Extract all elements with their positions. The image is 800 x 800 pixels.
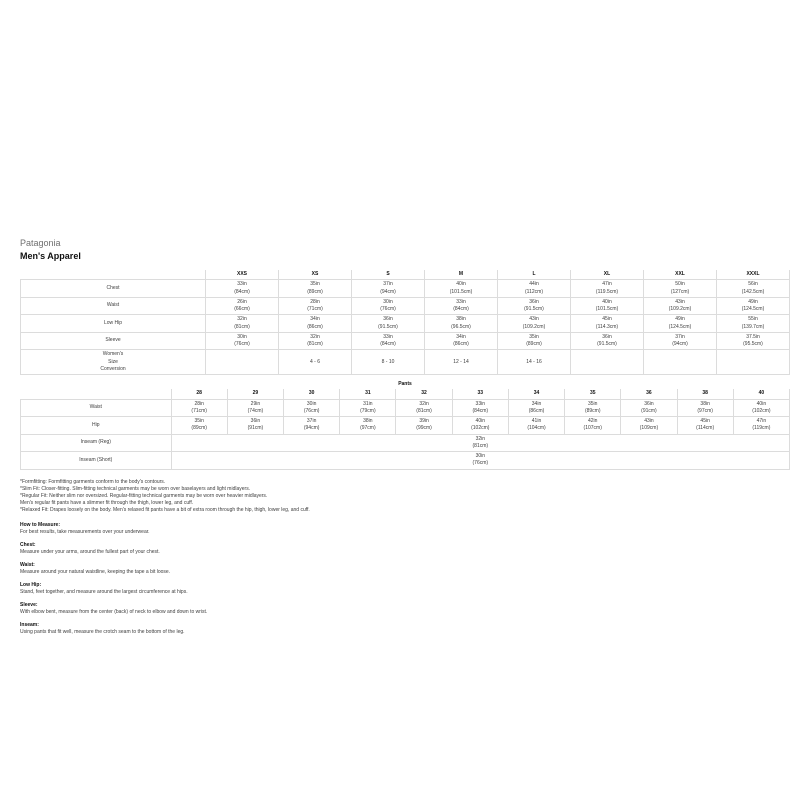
measurement-cell [677, 417, 733, 435]
size-column-header: XXL [644, 270, 717, 280]
measurement-cell [571, 332, 644, 350]
row-label-line: Waist [89, 404, 102, 411]
measurement-value: 37in [675, 333, 685, 340]
measurement-value: (109.2cm) [522, 323, 546, 330]
measurement-value: 40in [756, 400, 767, 407]
measurement-value: (89cm) [584, 407, 601, 414]
measurement-cell [206, 280, 279, 298]
measurement-cell [565, 417, 621, 435]
measurement-cell [279, 297, 352, 315]
measurement-cell [206, 350, 279, 375]
measurement-value: (101.5cm) [595, 306, 619, 312]
measure-section [20, 602, 790, 616]
size-column-header: S [352, 270, 425, 280]
measurement-value: 33in [475, 400, 485, 407]
measurement-value: (99cm) [416, 425, 432, 432]
fit-note: *Regular Fit: Neither slim nor oversized. Regular-fitting technical garments may be worn over heavier midlayers. [20, 492, 268, 499]
measurement-cell [279, 280, 352, 298]
measurement-value: (71cm) [191, 407, 207, 414]
row-label: Inseam (Short) [21, 452, 172, 470]
measurement-cell [717, 332, 790, 350]
measurement-cell [644, 280, 717, 298]
row-label-line: Hip [92, 421, 100, 428]
measurement-value: 33in [383, 333, 393, 340]
measurement-value: 34in [456, 333, 466, 340]
measure-section-text: Stand, feet together, and measure around the largest circumference at hips. [20, 588, 188, 595]
measurement-value: 47in [602, 281, 612, 288]
header-corner-cell [21, 389, 172, 399]
measure-sections [20, 542, 790, 636]
measurement-value: 43in [529, 316, 539, 323]
measurement-value: (96.5cm) [451, 323, 471, 330]
measurement-value: 40in [602, 298, 612, 305]
row-label [21, 315, 206, 333]
measurement-cell [227, 417, 283, 435]
measurement-cell [352, 280, 425, 298]
fit-note: Men's regular fit pants have a slimmer fit through the thigh, lower leg, and cuff. [20, 499, 194, 506]
measurement-value: (112cm) [525, 288, 543, 295]
measurement-value: (81cm) [234, 323, 250, 330]
table-row [21, 434, 790, 452]
measurement-value: (102cm) [471, 425, 490, 432]
fit-note: *Slim Fit: Closer-fitting. Slim-fitting technical garments may be worn over baselayers and light midlayers. [20, 485, 251, 492]
measurement-cell [508, 399, 564, 417]
measurement-value: 49in [675, 316, 685, 323]
measurement-cell [452, 399, 508, 417]
fit-note: *Formfitting: Formfitting garments conform to the body's contours. [20, 478, 166, 485]
measurement-value: 28in [310, 298, 320, 305]
measurement-cell [565, 399, 621, 417]
measurement-value: 12 - 14 [453, 358, 469, 365]
measurement-value: 43in [644, 418, 654, 424]
measurement-cell [279, 350, 352, 375]
measure-section-text: With elbow bent, measure from the center (back) of neck to elbow and down to wrist. [20, 608, 208, 615]
measurement-value: (86cm) [528, 407, 545, 414]
measurement-value: (109cm) [639, 425, 659, 432]
measurement-value: (89cm) [191, 425, 207, 432]
measurement-cell [340, 417, 396, 435]
size-guide-document [20, 238, 790, 636]
measurement-cell [352, 315, 425, 333]
measurement-cell [621, 399, 677, 417]
measure-section-label: Waist: [20, 561, 35, 568]
measurement-cell [498, 280, 571, 298]
measurement-cell [498, 315, 571, 333]
measurement-value: 47in [756, 418, 767, 424]
measure-section-text: Using pants that fit well, measure the crotch seam to the bottom of the leg. [20, 628, 185, 635]
table-row [21, 280, 790, 298]
row-label-line: Chest [106, 284, 120, 291]
measurement-value: (119cm) [752, 425, 771, 432]
measurement-value: 37.5in [746, 333, 760, 340]
brand: Patagonia [20, 238, 61, 248]
size-column-header: 28 [171, 389, 227, 399]
measurement-cell [284, 399, 340, 417]
measurement-cell [717, 297, 790, 315]
measurement-cell [452, 417, 508, 435]
measurement-value: (124.5cm) [668, 323, 692, 330]
table-row [21, 417, 790, 435]
measurement-value: 35in [529, 333, 539, 340]
apparel-size-table [20, 270, 790, 375]
table-row [21, 332, 790, 350]
measurement-value: (91.5cm) [597, 341, 617, 347]
measurement-value: (79cm) [360, 407, 376, 414]
measurement-value: 33in [456, 298, 466, 305]
row-label-line: Waist [106, 302, 120, 309]
measurement-value: 41in [531, 418, 542, 424]
measurement-value: 38in [456, 316, 466, 323]
measurement-cell [279, 332, 352, 350]
measurement-value: 35in [194, 418, 204, 424]
measurement-value: (104cm) [527, 425, 546, 432]
measurement-cell [352, 297, 425, 315]
row-label-line: Low Hip [103, 319, 123, 326]
measure-intro: For best results, take measurements over your underwear. [20, 528, 150, 535]
measurement-value: (94cm) [303, 425, 320, 432]
measurement-value: (89cm) [307, 288, 323, 295]
measurement-value: (114cm) [696, 425, 715, 432]
measure-section-label: Low Hip: [20, 581, 42, 588]
size-column-header: 31 [340, 389, 396, 399]
measurement-cell [621, 417, 677, 435]
measure-section [20, 622, 790, 636]
measurement-value: 40in [456, 281, 466, 288]
size-column-header: 36 [621, 389, 677, 399]
measurement-cell [498, 332, 571, 350]
measurement-value: 45in [700, 418, 710, 424]
measurement-value: (95.5cm) [743, 341, 763, 347]
measurement-value: 56in [748, 281, 758, 288]
measurement-value: (91.5cm) [524, 306, 544, 312]
pants-size-table [20, 380, 790, 470]
header-corner-cell [21, 270, 206, 280]
measurement-value: 31in [363, 400, 373, 407]
measurement-value: (102cm) [752, 407, 771, 414]
measurement-value: (91.5cm) [378, 323, 398, 330]
measurement-value: (86cm) [307, 323, 323, 330]
measurement-value: (84cm) [380, 341, 396, 347]
measurement-cell [571, 280, 644, 298]
measurement-value: 50in [675, 281, 685, 288]
row-label [21, 417, 172, 435]
table-row [21, 297, 790, 315]
size-column-header: XXS [206, 270, 279, 280]
measurement-cell [425, 280, 498, 298]
size-column-header: 29 [227, 389, 283, 399]
measurement-value: 49in [748, 298, 758, 305]
measurement-value: (109.2cm) [668, 306, 692, 312]
measurement-value: (89cm) [526, 341, 542, 347]
measurement-value: 42in [587, 418, 598, 424]
fit-notes [20, 479, 790, 514]
measurement-value: (91cm) [641, 407, 657, 414]
measurement-cell [206, 297, 279, 315]
size-column-header: 33 [452, 389, 508, 399]
measurement-cell [425, 315, 498, 333]
fit-note: *Relaxed Fit: Drapes loosely on the body. Men's relaxed fit pants have a bit of extra room through the hip, thigh, lower leg, and cuff. [20, 506, 310, 513]
measurement-value: 33in [237, 281, 247, 288]
measurement-value: (74cm) [247, 407, 264, 414]
pants-size-body [21, 399, 790, 469]
measurement-value: 32in [237, 316, 247, 323]
measurement-value: (107cm) [583, 425, 602, 432]
measurement-value: 34in [310, 316, 320, 323]
measure-section-label: Sleeve: [20, 601, 38, 608]
measurement-value: (124.5cm) [741, 306, 765, 312]
measurement-value: 30in [475, 453, 486, 459]
measurement-cell [284, 417, 340, 435]
size-column-header: 38 [677, 389, 733, 399]
measurement-cell [396, 417, 452, 435]
measure-section-label: Chest: [20, 541, 36, 548]
measurement-cell [227, 399, 283, 417]
pants-size-header-row [21, 389, 790, 399]
measurement-value: 30in [306, 400, 317, 407]
apparel-size-header-row [21, 270, 790, 280]
row-label-line: Sleeve [105, 337, 121, 344]
pants-table-title: Pants [398, 381, 412, 387]
measurement-value: 4 - 6 [309, 358, 320, 365]
measurement-value: (81cm) [472, 442, 489, 449]
measure-heading: How to Measure: [20, 521, 61, 528]
measurement-value: 14 - 16 [526, 358, 542, 365]
measurement-value: 39in [419, 418, 429, 424]
measurement-value: (114.3cm) [595, 323, 619, 330]
measurement-value: 29in [250, 400, 261, 407]
measurement-value: 36in [602, 333, 612, 340]
measure-section-text: Measure under your arms, around the fullest part of your chest. [20, 548, 160, 555]
measurement-value: 37in [383, 281, 393, 288]
measurement-value: (119.5cm) [595, 288, 619, 295]
measurement-value: 43in [675, 298, 685, 305]
measurement-value: (71cm) [307, 306, 323, 312]
measure-section [20, 562, 790, 576]
measurement-value: (139.7cm) [741, 323, 765, 330]
measurement-value: 36in [383, 316, 393, 323]
measurement-value: 37in [306, 418, 317, 424]
table-row [21, 452, 790, 470]
page-title: Men's Apparel [20, 251, 81, 261]
measurement-value: 28in [194, 400, 204, 407]
measurement-cell [171, 399, 227, 417]
measurement-value: 32in [310, 333, 320, 340]
size-column-header: 34 [508, 389, 564, 399]
measurement-value: 38in [363, 418, 373, 424]
measurement-value: (76cm) [234, 341, 250, 347]
table-row [21, 315, 790, 333]
measurement-cell [340, 399, 396, 417]
measurement-value: (84cm) [472, 407, 489, 414]
measurement-value: 26in [237, 298, 247, 305]
apparel-size-body [21, 280, 790, 375]
measurement-value: 36in [644, 400, 654, 407]
size-column-header: L [498, 270, 571, 280]
measurement-cell [352, 350, 425, 375]
measurement-value: (76cm) [472, 460, 489, 467]
measurement-value: (76cm) [380, 306, 396, 312]
size-column-header: M [425, 270, 498, 280]
measurement-cell [644, 350, 717, 375]
size-column-header: 30 [284, 389, 340, 399]
measurement-cell [498, 297, 571, 315]
measurement-value: 38in [700, 400, 710, 407]
measurement-value: (76cm) [303, 407, 320, 414]
measurement-value: 8 - 10 [381, 358, 395, 365]
measurement-cell [717, 280, 790, 298]
measurement-cell [206, 315, 279, 333]
measurement-cell-merged [171, 434, 789, 452]
row-label [21, 297, 206, 315]
row-label [21, 280, 206, 298]
size-column-header: XS [279, 270, 352, 280]
row-label-line: Size [108, 358, 118, 365]
measurement-value: 34in [531, 400, 542, 407]
measurement-cell [571, 297, 644, 315]
measurement-value: (66cm) [234, 306, 250, 312]
measure-section [20, 582, 790, 596]
measurement-value: 45in [602, 316, 612, 323]
size-column-header: 35 [565, 389, 621, 399]
table-row [21, 350, 790, 375]
measurement-cell [644, 297, 717, 315]
row-label-line: Women's [102, 351, 124, 358]
size-column-header: 32 [396, 389, 452, 399]
measurement-cell [733, 399, 789, 417]
measurement-value: 30in [237, 333, 247, 340]
measurement-cell [425, 297, 498, 315]
size-column-header: XXXL [717, 270, 790, 280]
footnotes [20, 479, 790, 636]
measurement-value: (97cm) [360, 425, 376, 432]
measurement-cell [396, 399, 452, 417]
row-label [21, 350, 206, 375]
measurement-value: 44in [529, 281, 539, 288]
measurement-value: 55in [748, 316, 758, 323]
measurement-value: 40in [475, 418, 485, 424]
measurement-value: 36in [529, 298, 539, 305]
measure-section [20, 542, 790, 556]
measurement-value: (127cm) [670, 288, 690, 295]
measurement-value: 35in [587, 400, 598, 407]
measurement-value: 36in [250, 418, 261, 424]
measurement-value: (101.5cm) [449, 288, 473, 295]
measurement-cell [733, 417, 789, 435]
row-label: Inseam (Reg) [21, 434, 172, 452]
row-label [21, 332, 206, 350]
measurement-cell [717, 350, 790, 375]
row-label [21, 399, 172, 417]
measurement-value: (94cm) [672, 341, 688, 347]
measurement-value: (84cm) [234, 288, 250, 295]
measurement-value: (142.5cm) [741, 288, 765, 295]
measurement-cell [279, 315, 352, 333]
measurement-cell [206, 332, 279, 350]
measurement-cell [508, 417, 564, 435]
measurement-value: 30in [383, 298, 393, 305]
measurement-value: 32in [475, 435, 486, 442]
measure-section-label: Inseam: [20, 621, 39, 628]
measurement-cell [352, 332, 425, 350]
measurement-value: (86cm) [453, 341, 469, 347]
measurement-cell [571, 350, 644, 375]
measurement-value: (91cm) [247, 425, 264, 432]
measurement-cell [717, 315, 790, 333]
measurement-value: (81cm) [416, 407, 432, 414]
measurement-cell [425, 350, 498, 375]
measurement-value: (97cm) [697, 407, 713, 414]
measurement-value: 32in [419, 400, 429, 407]
table-row [21, 399, 790, 417]
measurement-cell [171, 417, 227, 435]
size-column-header: XL [571, 270, 644, 280]
measurement-cell [498, 350, 571, 375]
measurement-value: (81cm) [307, 341, 323, 347]
measurement-value: (84cm) [453, 306, 469, 312]
measurement-value: 35in [310, 281, 320, 288]
measure-section-text: Measure around your natural waistline, keeping the tape a bit loose. [20, 568, 171, 575]
size-column-header: 40 [733, 389, 789, 399]
row-label-line: Conversion [100, 365, 126, 372]
measurement-cell [644, 332, 717, 350]
measurement-cell [644, 315, 717, 333]
measurement-cell [677, 399, 733, 417]
measurement-cell [425, 332, 498, 350]
measurement-cell-merged [171, 452, 789, 470]
measurement-cell [571, 315, 644, 333]
measurement-value: (94cm) [380, 288, 396, 295]
